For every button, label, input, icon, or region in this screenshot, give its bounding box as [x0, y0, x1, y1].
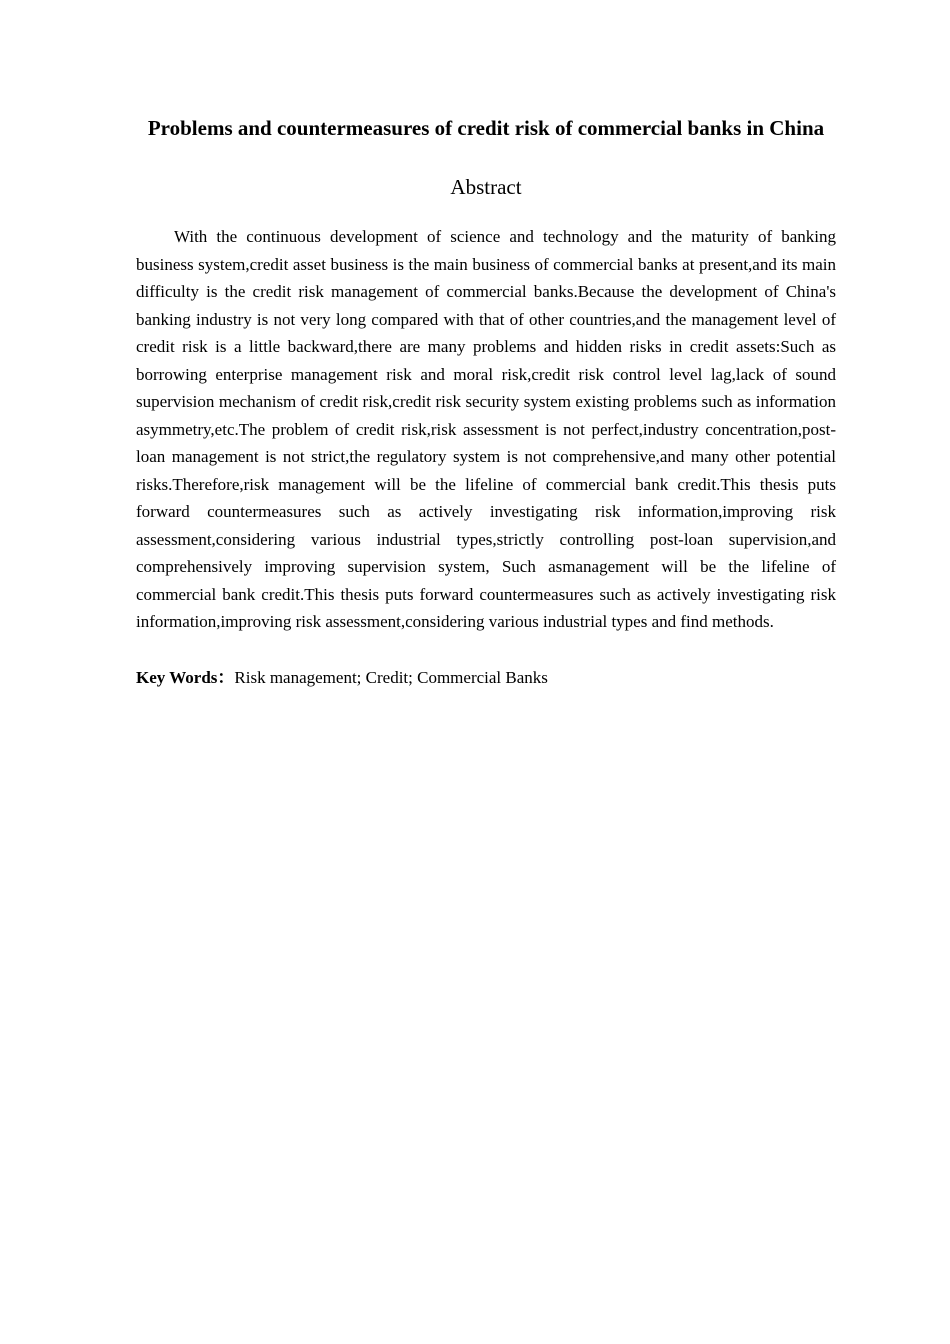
abstract-body: With the continuous development of science and technology and the maturity of banking business system,credit asset business is the main business of commercial banks at present,and its main difficulty is the credit risk management of commercial banks.Because the development of China's banking industry is not very long compared with that of other countries,and the management level of credit risk is a little backward,there are many problems and hidden risks in credit assets:Such as borrowing enterprise management risk and moral risk,credit risk control level lag,lack of sound supervision mechanism of credit risk,credit risk security system existing problems such as information asymmetry,etc.The problem of credit risk,risk assessment is not perfect,industry concentration,post-loan management is not strict,the regulatory system is not comprehensive,and many other potential risks.Therefore,risk management will be the lifeline of commercial bank credit.This thesis puts forward countermeasures such as actively investigating risk information,improving risk assessment,considering various industrial types,strictly controlling post-loan supervision,and comprehensively improving supervision system, Such asmanagement will be the lifeline of commercial bank credit.This thesis puts forward countermeasures such as actively investigating risk information,improving risk assessment,considering various industrial types and find methods. [136, 227, 836, 631]
paper-title: Problems and countermeasures of credit risk of commercial banks in China [147, 116, 825, 140]
keywords-label: Key Words： [136, 667, 235, 687]
abstract-heading: Abstract [450, 175, 522, 199]
keywords-value: Risk management; Credit; Commercial Banks [234, 667, 548, 687]
document-page [136, 115, 836, 691]
keywords-line [136, 664, 836, 691]
